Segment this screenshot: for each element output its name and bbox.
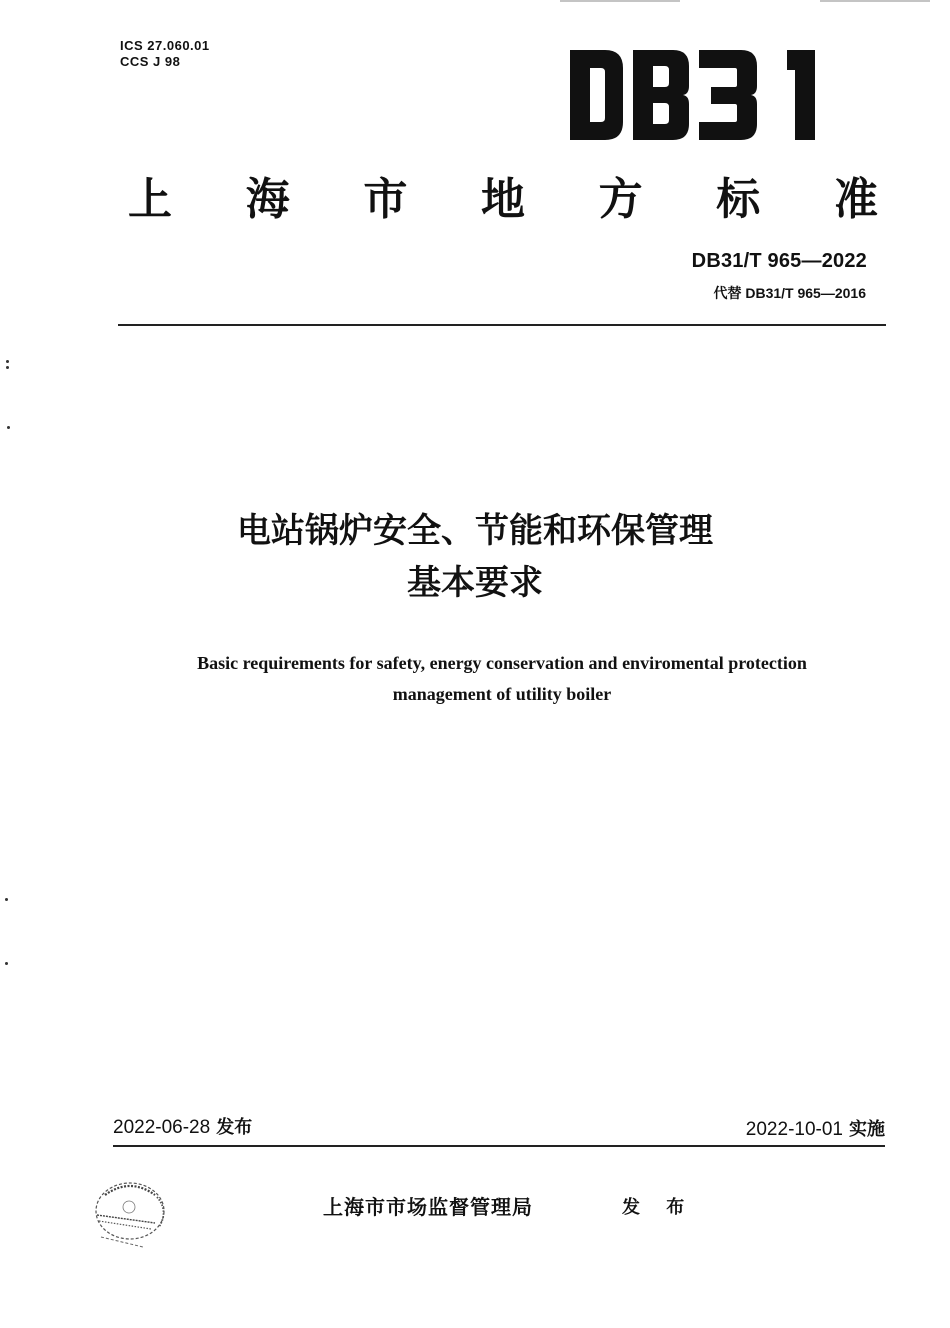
scan-dot bbox=[5, 898, 8, 901]
standard-type-heading bbox=[128, 172, 878, 228]
replaced-standard: 代替 DB31/T 965—2016 bbox=[713, 285, 866, 301]
ics-code: ICS 27.060.01 bbox=[120, 38, 210, 53]
chinese-title bbox=[0, 506, 950, 608]
ccs-code: CCS J 98 bbox=[120, 54, 181, 69]
db31-logo bbox=[565, 40, 840, 150]
standard-type-char: 上 bbox=[128, 174, 172, 225]
implementation-date-value: 2022-10-01 bbox=[745, 1119, 843, 1140]
english-title-line-2: management of utility boiler bbox=[392, 684, 612, 704]
issue-date bbox=[113, 1113, 252, 1139]
seal-stamp-graphic bbox=[85, 1175, 175, 1257]
chinese-title-line-1: 电站锅炉安全、节能和环保管理 bbox=[237, 511, 713, 551]
footer-divider bbox=[113, 1145, 885, 1147]
standard-type-char: 准 bbox=[833, 174, 878, 225]
header-divider bbox=[118, 324, 886, 326]
issuing-authority: 上海市市场监督管理局 bbox=[323, 1195, 533, 1219]
standard-type-char: 方 bbox=[598, 174, 643, 225]
standard-type-char: 地 bbox=[480, 174, 525, 225]
db31-logo-graphic bbox=[565, 40, 840, 150]
scan-artifact-line bbox=[820, 0, 930, 2]
issue-date-value: 2022-06-28 bbox=[113, 1117, 211, 1138]
scan-artifact-line bbox=[560, 0, 680, 2]
standard-number: DB31/T 965—2022 bbox=[691, 250, 867, 272]
english-title-line-1: Basic requirements for safety, energy conservation and enviromental protection bbox=[197, 653, 807, 673]
implementation-date-label: 实施 bbox=[849, 1119, 885, 1140]
publish-label: 发 布 bbox=[622, 1197, 695, 1218]
scan-dot bbox=[6, 366, 9, 369]
standard-type-char: 标 bbox=[716, 174, 761, 225]
standard-type-char: 海 bbox=[245, 174, 290, 225]
scan-dot bbox=[5, 962, 8, 965]
implementation-date bbox=[746, 1115, 885, 1141]
english-title bbox=[0, 648, 950, 710]
seal-stamp bbox=[85, 1175, 175, 1257]
scan-dot bbox=[6, 360, 9, 363]
chinese-title-line-2: 基本要求 bbox=[407, 563, 543, 603]
standard-type-char: 市 bbox=[363, 174, 408, 225]
scan-dot bbox=[7, 426, 10, 429]
issue-date-label: 发布 bbox=[216, 1117, 253, 1138]
